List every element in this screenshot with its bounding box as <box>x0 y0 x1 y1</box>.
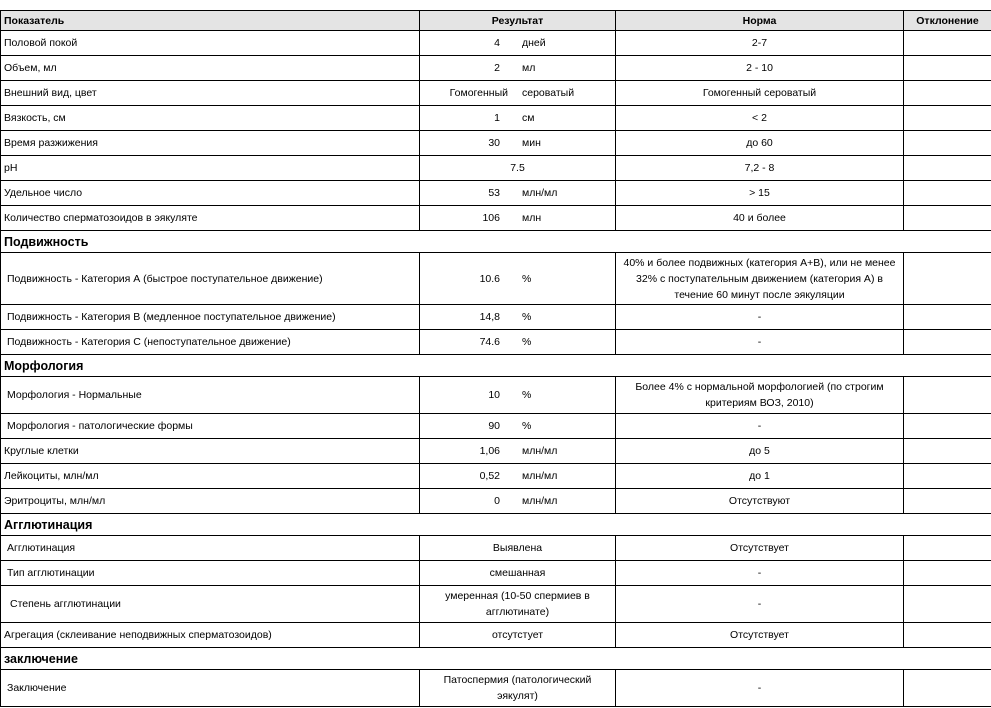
param-cell: Подвижность - Категория В (медленное поступательное движение) <box>0 305 419 329</box>
table-header <box>0 10 991 31</box>
result-cell <box>419 536 615 560</box>
table-row <box>0 536 991 561</box>
norm-cell: 2-7 <box>615 31 903 55</box>
norm-cell: > 15 <box>615 181 903 205</box>
deviation-cell <box>903 377 991 413</box>
param-cell: Заключение <box>0 670 419 706</box>
result-value: 10 <box>488 389 500 401</box>
param-cell: Круглые клетки <box>0 439 419 463</box>
result-cell <box>419 489 615 513</box>
table-row <box>0 330 991 355</box>
norm-cell: < 2 <box>615 106 903 130</box>
param-cell: Количество сперматозоидов в эякуляте <box>0 206 419 230</box>
norm-cell: 40% и более подвижных (категория А+В), или не менее 32% с поступательным движением (категория А) в течение 60 минут после эякуляции <box>615 253 903 304</box>
deviation-cell <box>903 536 991 560</box>
results-table <box>0 10 991 707</box>
result-value: 4 <box>494 37 500 49</box>
result-value: Выявлена <box>492 542 543 554</box>
norm-cell: 2 - 10 <box>615 56 903 80</box>
table-row <box>0 106 991 131</box>
param-cell: Морфология - Нормальные <box>0 377 419 413</box>
norm-cell: Отсутствуют <box>615 489 903 513</box>
table-row <box>0 377 991 414</box>
norm-cell: до 60 <box>615 131 903 155</box>
result-cell <box>419 414 615 438</box>
norm-cell: Гомогенный сероватый <box>615 81 903 105</box>
result-cell <box>419 330 615 354</box>
result-value: 14,8 <box>479 311 500 323</box>
result-cell <box>419 377 615 413</box>
result-unit: мин <box>522 137 541 149</box>
result-unit: см <box>522 112 535 124</box>
header-param: Показатель <box>0 11 419 30</box>
table-row <box>0 561 991 586</box>
table-row <box>0 131 991 156</box>
param-cell: Вязкость, см <box>0 106 419 130</box>
result-value: Гомогенный <box>449 87 508 99</box>
result-value: умеренная (10-50 спермиев в агглютинате) <box>445 590 590 618</box>
deviation-cell <box>903 156 991 180</box>
norm-cell: - <box>615 305 903 329</box>
result-cell <box>419 31 615 55</box>
param-cell: pH <box>0 156 419 180</box>
result-unit: млн/мл <box>522 445 558 457</box>
result-value: 53 <box>488 187 500 199</box>
section-heading-conclusion: заключение <box>0 648 991 670</box>
deviation-cell <box>903 414 991 438</box>
deviation-cell <box>903 181 991 205</box>
section-heading-agglutination: Агглютинация <box>0 514 991 536</box>
table-row <box>0 414 991 439</box>
norm-cell: - <box>615 670 903 706</box>
result-value: 0,52 <box>479 470 500 482</box>
header-result: Результат <box>419 11 615 30</box>
table-row <box>0 489 991 514</box>
table-row <box>0 181 991 206</box>
deviation-cell <box>903 206 991 230</box>
deviation-cell <box>903 56 991 80</box>
norm-cell: Отсутствует <box>615 536 903 560</box>
param-cell: Половой покой <box>0 31 419 55</box>
section-heading-motility: Подвижность <box>0 231 991 253</box>
param-cell: Время разжижения <box>0 131 419 155</box>
result-value: 1 <box>494 112 500 124</box>
norm-cell: - <box>615 414 903 438</box>
result-value: 30 <box>488 137 500 149</box>
result-cell <box>419 439 615 463</box>
norm-cell: - <box>615 561 903 585</box>
result-unit: млн/мл <box>522 187 558 199</box>
table-row <box>0 56 991 81</box>
deviation-cell <box>903 623 991 647</box>
result-unit: дней <box>522 37 546 49</box>
result-cell <box>419 253 615 304</box>
result-cell <box>419 106 615 130</box>
deviation-cell <box>903 586 991 622</box>
norm-cell: 7,2 - 8 <box>615 156 903 180</box>
deviation-cell <box>903 253 991 304</box>
norm-cell: - <box>615 330 903 354</box>
deviation-cell <box>903 106 991 130</box>
deviation-cell <box>903 330 991 354</box>
result-unit: мл <box>522 62 536 74</box>
param-cell: Степень агглютинации <box>0 586 419 622</box>
result-value: 74.6 <box>479 336 500 348</box>
result-unit: % <box>522 272 532 285</box>
param-cell: Подвижность - Категория А (быстрое поступательное движение) <box>0 253 419 304</box>
deviation-cell <box>903 439 991 463</box>
result-unit: сероватый <box>522 87 575 99</box>
norm-cell: Более 4% с нормальной морфологией (по строгим критериям ВОЗ, 2010) <box>615 377 903 413</box>
header-deviation: Отклонение <box>903 11 991 30</box>
result-unit: млн/мл <box>522 470 558 482</box>
result-cell <box>419 305 615 329</box>
table-row <box>0 586 991 623</box>
result-unit: % <box>522 389 532 401</box>
result-value: 90 <box>488 420 500 432</box>
norm-cell: - <box>615 586 903 622</box>
table-row <box>0 670 991 707</box>
result-unit: млн/мл <box>522 495 558 507</box>
param-cell: Удельное число <box>0 181 419 205</box>
result-value: смешанная <box>489 567 546 579</box>
result-unit: % <box>522 311 532 323</box>
result-cell <box>419 206 615 230</box>
deviation-cell <box>903 489 991 513</box>
result-value: 1,06 <box>479 445 500 457</box>
deviation-cell <box>903 305 991 329</box>
result-cell <box>419 131 615 155</box>
param-cell: Агглютинация <box>0 536 419 560</box>
norm-cell: Отсутствует <box>615 623 903 647</box>
result-unit: млн <box>522 212 542 224</box>
result-cell <box>419 623 615 647</box>
deviation-cell <box>903 81 991 105</box>
table-row <box>0 623 991 648</box>
param-cell: Морфология - патологические формы <box>0 414 419 438</box>
param-cell: Внешний вид, цвет <box>0 81 419 105</box>
deviation-cell <box>903 31 991 55</box>
result-cell <box>419 586 615 622</box>
param-cell: Подвижность - Категория С (непоступательное движение) <box>0 330 419 354</box>
norm-cell: до 5 <box>615 439 903 463</box>
table-row <box>0 156 991 181</box>
result-cell <box>419 561 615 585</box>
result-value: отсутстует <box>491 629 544 641</box>
norm-cell: 40 и более <box>615 206 903 230</box>
result-cell <box>419 181 615 205</box>
param-cell: Эритроциты, млн/мл <box>0 489 419 513</box>
param-cell: Агрегация (склеивание неподвижных сперматозоидов) <box>0 623 419 647</box>
table-row <box>0 81 991 106</box>
result-cell <box>419 156 615 180</box>
deviation-cell <box>903 670 991 706</box>
table-row <box>0 31 991 56</box>
table-row <box>0 305 991 330</box>
deviation-cell <box>903 131 991 155</box>
table-row <box>0 439 991 464</box>
param-cell: Тип агглютинации <box>0 561 419 585</box>
param-cell: Объем, мл <box>0 56 419 80</box>
norm-cell: до 1 <box>615 464 903 488</box>
result-value: 0 <box>494 495 500 507</box>
result-unit: % <box>522 420 532 432</box>
result-value: 7.5 <box>510 162 525 174</box>
result-value: 106 <box>482 212 500 224</box>
table-row <box>0 206 991 231</box>
result-cell <box>419 56 615 80</box>
header-norm: Норма <box>615 11 903 30</box>
param-cell: Лейкоциты, млн/мл <box>0 464 419 488</box>
section-heading-morphology: Морфология <box>0 355 991 377</box>
result-cell <box>419 81 615 105</box>
deviation-cell <box>903 561 991 585</box>
result-value: Патоспермия (патологический эякулят) <box>443 674 592 702</box>
table-row <box>0 464 991 489</box>
result-cell <box>419 464 615 488</box>
result-value: 10.6 <box>479 272 500 285</box>
result-cell <box>419 670 615 706</box>
result-value: 2 <box>494 62 500 74</box>
table-row <box>0 253 991 305</box>
result-unit: % <box>522 336 532 348</box>
deviation-cell <box>903 464 991 488</box>
